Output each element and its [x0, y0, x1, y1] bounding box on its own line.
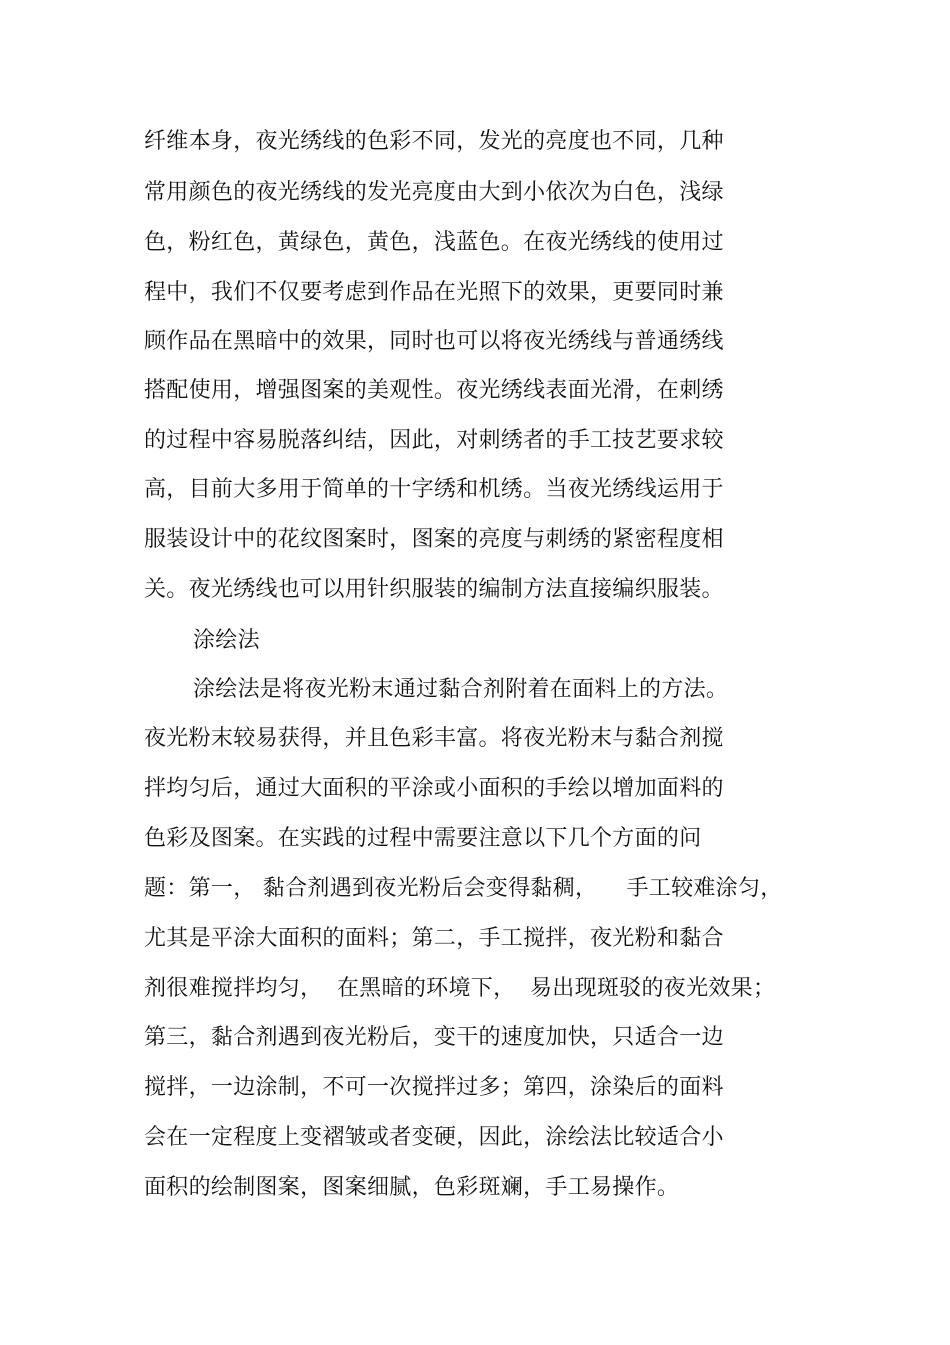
text-line: 题：第一， 黏合剂遇到夜光粉后会变得黏稠， 手工较难涂匀，: [144, 876, 783, 901]
text-line: 高，目前大多用于简单的十字绣和机绣。当夜光绣线运用于: [144, 477, 724, 502]
text-line: 色，粉红色，黄绿色，黄色，浅蓝色。在夜光绣线的使用过: [144, 230, 724, 255]
text-line: 服装设计中的花纹图案时，图案的亮度与刺绣的紧密程度相: [144, 527, 724, 552]
text-line: 纤维本身，夜光绣线的色彩不同，发光的亮度也不同，几种: [144, 129, 724, 154]
text-line: 搅拌，一边涂制，不可一次搅拌过多；第四，涂染后的面料: [144, 1075, 724, 1100]
text-line: 程中，我们不仅要考虑到作品在光照下的效果，更要同时兼: [144, 280, 724, 305]
text-line: 拌均匀后，通过大面积的平涂或小面积的手绘以增加面料的: [144, 776, 724, 801]
text-line: 色彩及图案。在实践的过程中需要注意以下几个方面的问: [144, 826, 702, 851]
text-line: 会在一定程度上变褶皱或者变硬，因此，涂绘法比较适合小: [144, 1125, 724, 1150]
text-line: 的过程中容易脱落纠结，因此，对刺绣者的手工技艺要求较: [144, 428, 724, 453]
text-line: 搭配使用，增强图案的美观性。夜光绣线表面光滑，在刺绣: [144, 378, 724, 403]
text-line: 第三，黏合剂遇到夜光粉后，变干的速度加快，只适合一边: [144, 1025, 724, 1050]
text-line: 面积的绘制图案，图案细腻，色彩斑斓，手工易操作。: [144, 1175, 680, 1200]
text-line: 关。夜光绣线也可以用针织服装的编制方法直接编织服装。: [144, 577, 724, 602]
section-heading: 涂绘法: [193, 628, 260, 653]
text-line: 顾作品在黑暗中的效果，同时也可以将夜光绣线与普通绣线: [144, 329, 724, 354]
paragraph-start-line: 涂绘法是将夜光粉末通过黏合剂附着在面料上的方法。: [193, 677, 729, 702]
text-line: 尤其是平涂大面积的面料；第二，手工搅拌，夜光粉和黏合: [144, 926, 724, 951]
text-line: 常用颜色的夜光绣线的发光亮度由大到小依次为白色，浅绿: [144, 180, 724, 205]
text-line: 剂很难搅拌均匀， 在黑暗的环境下， 易出现斑驳的夜光效果；: [144, 976, 776, 1001]
text-line: 夜光粉末较易获得，并且色彩丰富。将夜光粉末与黏合剂搅: [144, 726, 724, 751]
